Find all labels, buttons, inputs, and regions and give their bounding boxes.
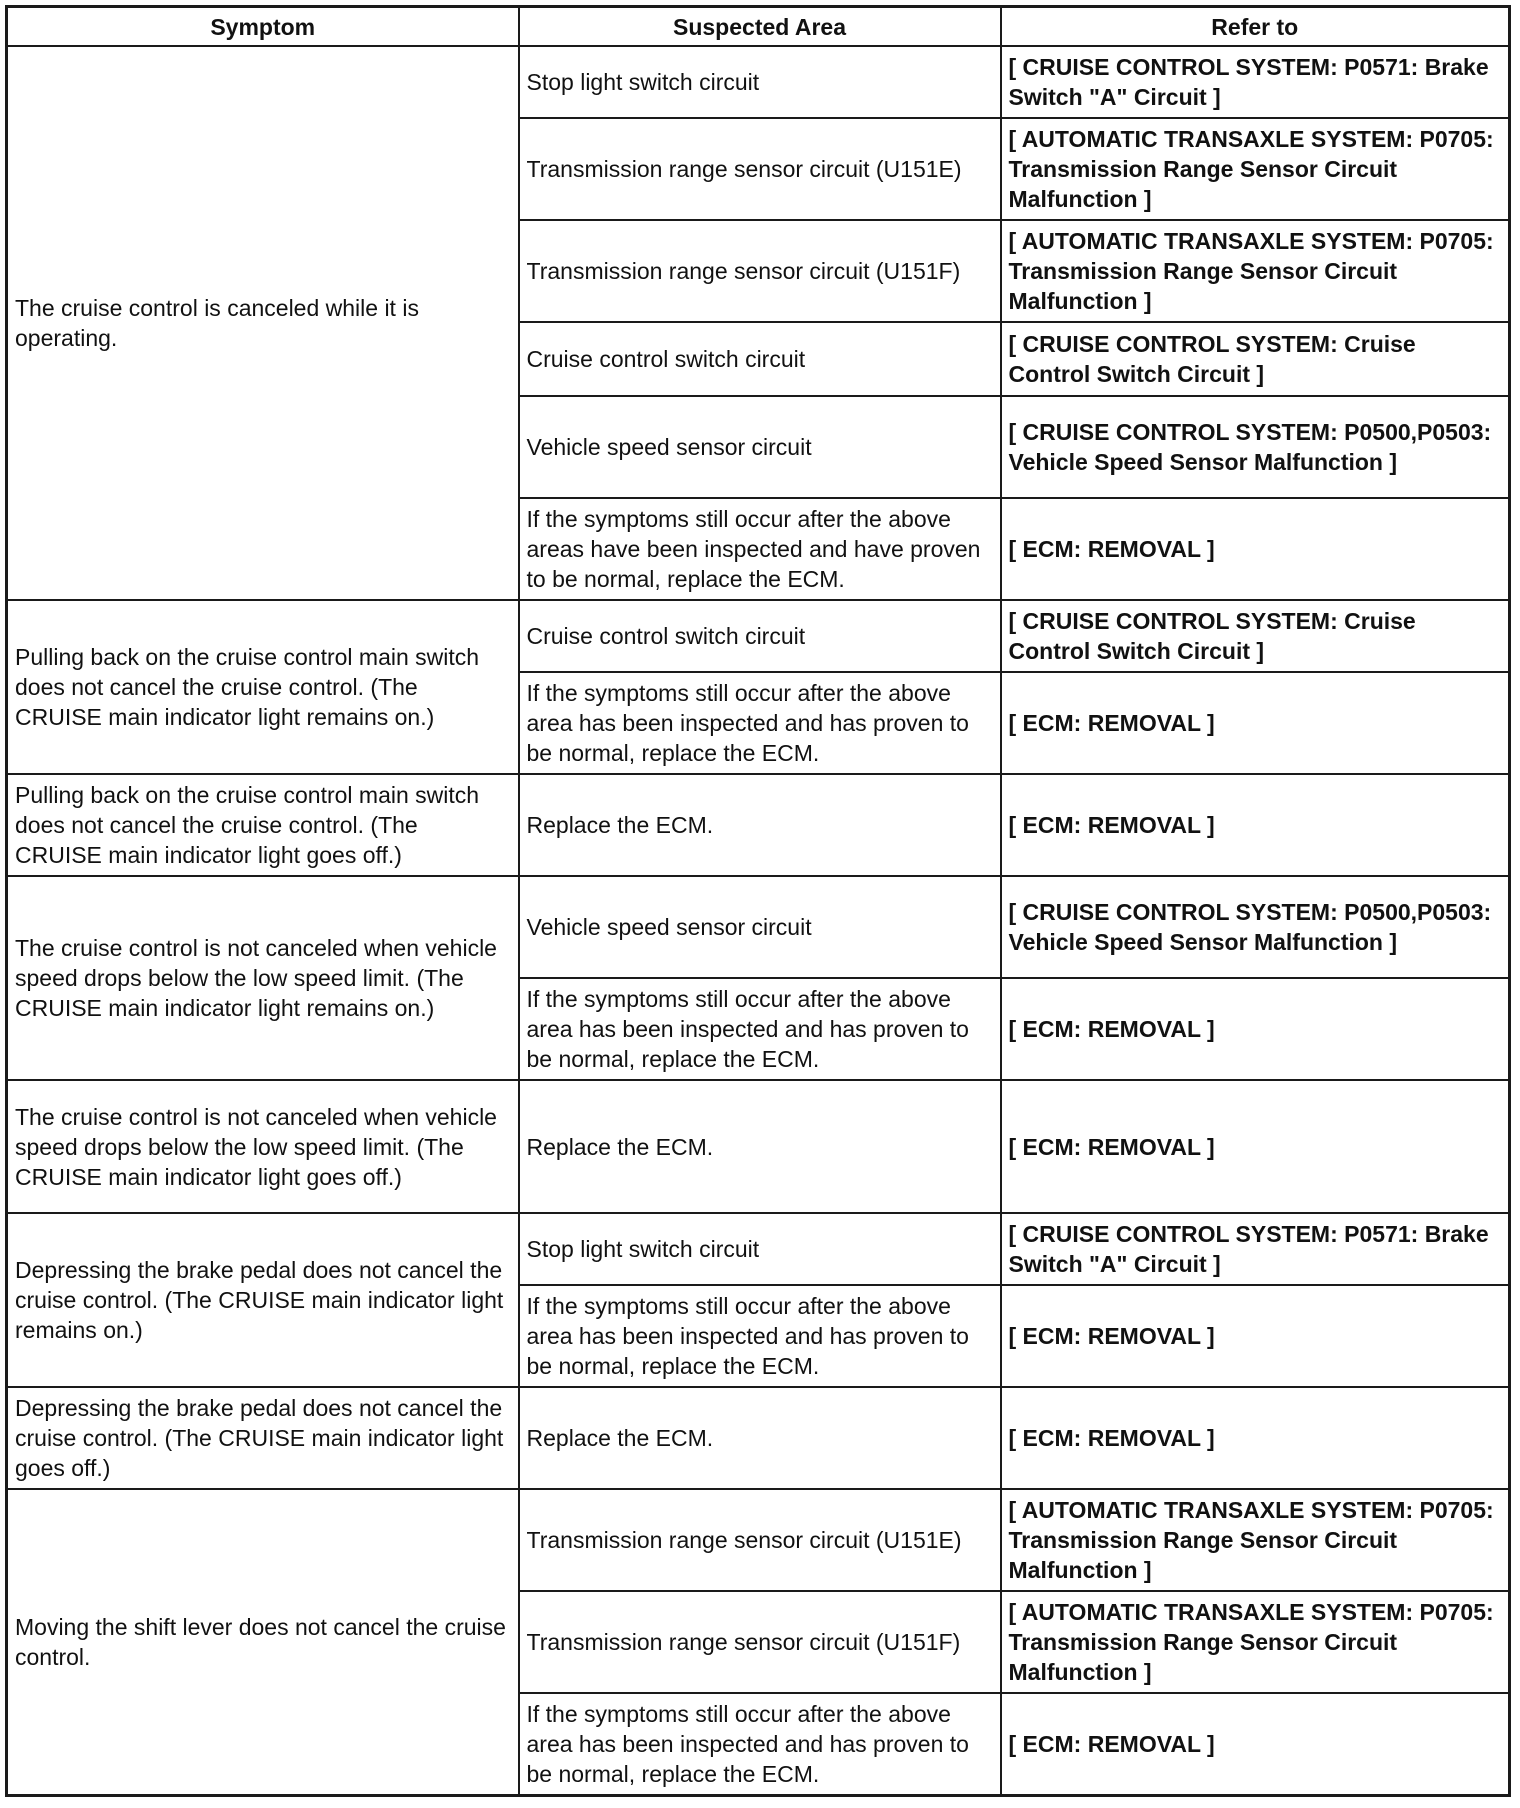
suspected-area-cell: Vehicle speed sensor circuit: [519, 876, 1001, 978]
reference-link[interactable]: [ CRUISE CONTROL SYSTEM: P0571: Brake Switch "A" Circuit ]: [1001, 1213, 1510, 1285]
table-body: [7, 46, 1510, 1795]
suspected-area-cell: Replace the ECM.: [519, 774, 1001, 876]
table-row: [7, 1213, 1510, 1285]
suspected-area-cell: Stop light switch circuit: [519, 46, 1001, 118]
reference-link[interactable]: [ ECM: REMOVAL ]: [1001, 1285, 1510, 1387]
reference-link[interactable]: [ CRUISE CONTROL SYSTEM: P0500,P0503: Vehicle Speed Sensor Malfunction ]: [1001, 876, 1510, 978]
table-row: [7, 1387, 1510, 1489]
reference-link[interactable]: [ AUTOMATIC TRANSAXLE SYSTEM: P0705: Transmission Range Sensor Circuit Malfunction ]: [1001, 1489, 1510, 1591]
symptom-cell: Depressing the brake pedal does not cancel the cruise control. (The CRUISE main indicator light remains on.): [7, 1213, 519, 1387]
reference-link[interactable]: [ ECM: REMOVAL ]: [1001, 672, 1510, 774]
symptom-cell: The cruise control is not canceled when vehicle speed drops below the low speed limit. (The CRUISE main indicator light goes off.): [7, 1080, 519, 1213]
reference-link[interactable]: [ AUTOMATIC TRANSAXLE SYSTEM: P0705: Transmission Range Sensor Circuit Malfunction ]: [1001, 220, 1510, 322]
symptom-table: [5, 5, 1511, 1797]
reference-link[interactable]: [ CRUISE CONTROL SYSTEM: P0500,P0503: Vehicle Speed Sensor Malfunction ]: [1001, 396, 1510, 498]
table-row: [7, 46, 1510, 118]
reference-link[interactable]: [ ECM: REMOVAL ]: [1001, 498, 1510, 600]
table-row: [7, 600, 1510, 672]
suspected-area-cell: Cruise control switch circuit: [519, 600, 1001, 672]
symptom-cell: Moving the shift lever does not cancel the cruise control.: [7, 1489, 519, 1795]
troubleshooting-sheet: [5, 5, 1511, 1797]
header-symptom: Symptom: [7, 7, 519, 47]
symptom-cell: The cruise control is not canceled when vehicle speed drops below the low speed limit. (The CRUISE main indicator light remains on.): [7, 876, 519, 1080]
header-row: [7, 7, 1510, 47]
suspected-area-cell: Stop light switch circuit: [519, 1213, 1001, 1285]
suspected-area-cell: Transmission range sensor circuit (U151F): [519, 220, 1001, 322]
table-row: [7, 774, 1510, 876]
reference-link[interactable]: [ CRUISE CONTROL SYSTEM: Cruise Control Switch Circuit ]: [1001, 600, 1510, 672]
header-suspected-area: Suspected Area: [519, 7, 1001, 47]
suspected-area-cell: If the symptoms still occur after the above area has been inspected and has proven to be normal, replace the ECM.: [519, 672, 1001, 774]
suspected-area-cell: If the symptoms still occur after the above areas have been inspected and have proven to be normal, replace the ECM.: [519, 498, 1001, 600]
suspected-area-cell: Vehicle speed sensor circuit: [519, 396, 1001, 498]
suspected-area-cell: Replace the ECM.: [519, 1080, 1001, 1213]
suspected-area-cell: Transmission range sensor circuit (U151E): [519, 118, 1001, 220]
suspected-area-cell: If the symptoms still occur after the above area has been inspected and has proven to be normal, replace the ECM.: [519, 1693, 1001, 1795]
suspected-area-cell: Cruise control switch circuit: [519, 322, 1001, 396]
reference-link[interactable]: [ ECM: REMOVAL ]: [1001, 1693, 1510, 1795]
suspected-area-cell: If the symptoms still occur after the above area has been inspected and has proven to be normal, replace the ECM.: [519, 1285, 1001, 1387]
table-row: [7, 876, 1510, 978]
reference-link[interactable]: [ ECM: REMOVAL ]: [1001, 978, 1510, 1080]
suspected-area-cell: If the symptoms still occur after the above area has been inspected and has proven to be normal, replace the ECM.: [519, 978, 1001, 1080]
symptom-cell: Depressing the brake pedal does not cancel the cruise control. (The CRUISE main indicator light goes off.): [7, 1387, 519, 1489]
symptom-cell: Pulling back on the cruise control main switch does not cancel the cruise control. (The CRUISE main indicator light remains on.): [7, 600, 519, 774]
symptom-cell: Pulling back on the cruise control main switch does not cancel the cruise control. (The CRUISE main indicator light goes off.): [7, 774, 519, 876]
suspected-area-cell: Replace the ECM.: [519, 1387, 1001, 1489]
reference-link[interactable]: [ ECM: REMOVAL ]: [1001, 1080, 1510, 1213]
suspected-area-cell: Transmission range sensor circuit (U151F): [519, 1591, 1001, 1693]
suspected-area-cell: Transmission range sensor circuit (U151E): [519, 1489, 1001, 1591]
reference-link[interactable]: [ AUTOMATIC TRANSAXLE SYSTEM: P0705: Transmission Range Sensor Circuit Malfunction ]: [1001, 118, 1510, 220]
symptom-cell: The cruise control is canceled while it is operating.: [7, 46, 519, 600]
header-refer-to: Refer to: [1001, 7, 1510, 47]
table-row: [7, 1080, 1510, 1213]
reference-link[interactable]: [ CRUISE CONTROL SYSTEM: Cruise Control Switch Circuit ]: [1001, 322, 1510, 396]
table-row: [7, 1489, 1510, 1591]
reference-link[interactable]: [ ECM: REMOVAL ]: [1001, 1387, 1510, 1489]
reference-link[interactable]: [ ECM: REMOVAL ]: [1001, 774, 1510, 876]
reference-link[interactable]: [ AUTOMATIC TRANSAXLE SYSTEM: P0705: Transmission Range Sensor Circuit Malfunction ]: [1001, 1591, 1510, 1693]
reference-link[interactable]: [ CRUISE CONTROL SYSTEM: P0571: Brake Switch "A" Circuit ]: [1001, 46, 1510, 118]
